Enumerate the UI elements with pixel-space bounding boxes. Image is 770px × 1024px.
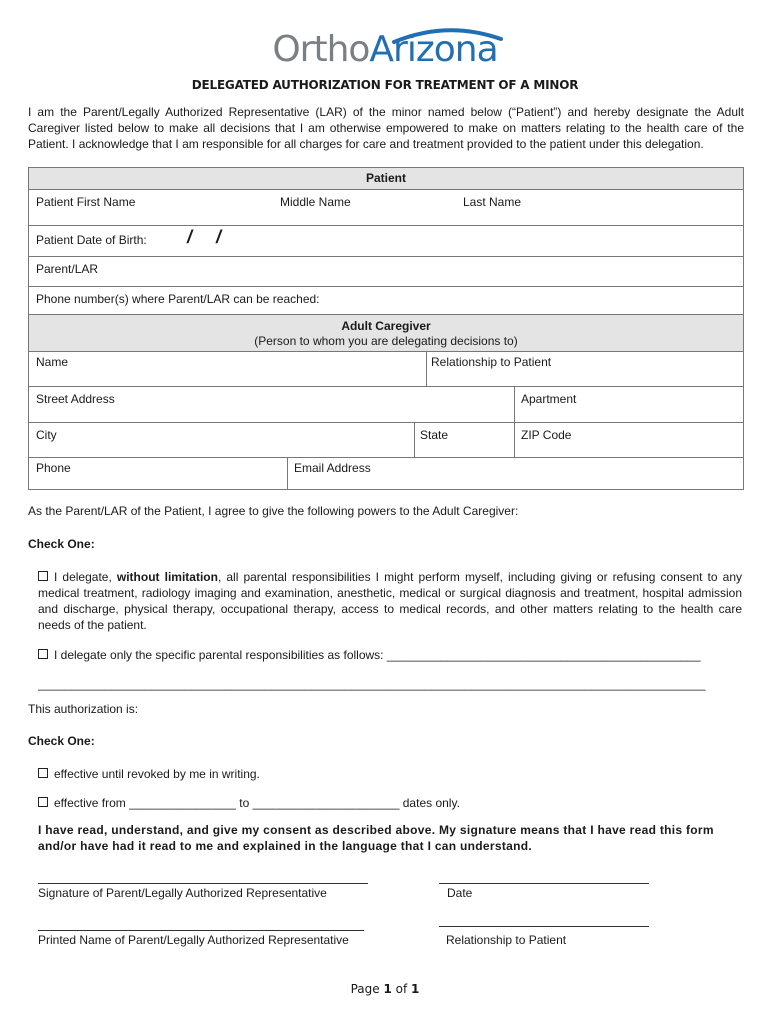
caregiver-title: Adult Caregiver — [341, 319, 431, 333]
date-label: Date — [447, 886, 473, 900]
caregiver-phone-field[interactable] — [29, 458, 287, 489]
street-address-field[interactable] — [29, 387, 514, 422]
powers-intro: As the Parent/LAR of the Patient, I agree to give the following powers to the Adult Caregiver: — [28, 504, 519, 518]
authorization-is-text: This authorization is: — [28, 702, 139, 716]
patient-dob-label: Patient Date of Birth: — [36, 233, 147, 247]
option2-text[interactable]: I delegate only the specific parental responsibilities as follows: _______________________________________________ — [54, 648, 701, 662]
caregiver-city-row — [29, 422, 743, 457]
page-title: DELEGATED AUTHORIZATION FOR TREATMENT OF A MINOR — [191, 78, 579, 92]
city-field[interactable] — [29, 423, 414, 457]
street-address-label: Street Address — [36, 392, 115, 406]
caregiver-contact-row — [29, 457, 743, 489]
caregiver-email-label: Email Address — [294, 461, 371, 475]
caregiver-name-row — [29, 351, 743, 386]
dob-separator: / — [187, 227, 193, 247]
page-prefix: Page — [350, 982, 384, 996]
patient-first-name-field[interactable] — [29, 190, 743, 225]
specific-delegation-checkbox[interactable] — [38, 649, 48, 659]
dob-separator: / — [216, 227, 222, 247]
consent-statement: I have read, understand, and give my consent as described above. My signature means that I have read this form and/or have had it read to me and explained in the language that I can understand. — [38, 823, 714, 853]
apartment-label: Apartment — [521, 392, 577, 406]
check-one-heading: Check One: — [28, 734, 95, 748]
effective1-text: effective until revoked by me in writing. — [54, 767, 260, 781]
relationship-label: Relationship to Patient — [446, 933, 567, 947]
logo-ortho-text: Ortho — [272, 29, 370, 70]
option-full-delegation — [38, 569, 742, 633]
patient-last-name-label: Last Name — [463, 195, 522, 209]
caregiver-address-row — [29, 386, 743, 422]
parent-lar-label: Parent/LAR — [36, 262, 99, 276]
printed-name-line[interactable] — [38, 930, 364, 931]
intro-paragraph: I am the Parent/Legally Authorized Representative (LAR) of the minor named below (“Patient”) and hereby designate the Adult Caregiver listed below to make all decisions that I am otherwise empowered to make on matters relating to the health care of the Patient. I acknowledge that I am responsible for all charges for care and treatment provided to the patient under this delegation. — [28, 105, 744, 151]
caregiver-name-label: Name — [36, 355, 69, 369]
option-effective-until-revoked — [38, 766, 260, 782]
state-field[interactable] — [414, 423, 515, 457]
caregiver-relationship-label: Relationship to Patient — [431, 355, 552, 369]
patient-dob-field[interactable] — [29, 225, 743, 256]
signature-label: Signature of Parent/Legally Authorized Representative — [38, 886, 327, 900]
option1-bold-text: without limitation — [116, 570, 218, 584]
full-delegation-checkbox[interactable] — [38, 571, 48, 581]
option-effective-dates — [38, 795, 460, 811]
option1-pre-text: I delegate, — [54, 570, 117, 584]
specific-delegation-line[interactable]: ____________________________________________________________________________________________________ — [38, 677, 706, 691]
option-specific-delegation — [38, 647, 701, 663]
zip-code-field[interactable] — [514, 423, 743, 457]
city-label: City — [36, 428, 57, 442]
patient-first-name-label: Patient First Name — [36, 195, 136, 209]
patient-section — [28, 167, 744, 316]
effective-dates-checkbox[interactable] — [38, 797, 48, 807]
logo-arizona-text: Arizona — [369, 29, 498, 70]
caregiver-header — [29, 315, 743, 351]
ortho-arizona-logo — [0, 30, 770, 70]
parent-lar-field[interactable] — [29, 256, 743, 286]
patient-middle-name-label: Middle Name — [280, 195, 351, 209]
printed-name-label: Printed Name of Parent/Legally Authorized Representative — [38, 933, 349, 947]
option1-rest-text: , all parental responsibilities I might perform myself, including giving or refusing consent to any medical treatment, radiology imaging and examination, anesthetic, medical or surgical diagnosis and treatment, hospital admission and discharge, physical therapy, occupational therapy, access to medical records, and other matters relating to the health care needs of the patient. — [38, 570, 742, 632]
state-label: State — [420, 428, 449, 442]
page-footer — [0, 982, 770, 996]
check-one-heading: Check One: — [28, 537, 95, 551]
caregiver-relationship-field[interactable] — [426, 352, 743, 386]
caregiver-subtitle: (Person to whom you are delegating decisions to) — [254, 334, 518, 348]
zip-code-label: ZIP Code — [521, 428, 572, 442]
caregiver-name-field[interactable] — [29, 352, 426, 386]
apartment-field[interactable] — [514, 387, 743, 422]
date-line[interactable] — [439, 883, 649, 884]
effective2-text[interactable]: effective from ________________ to ______________________ dates only. — [54, 796, 460, 810]
caregiver-email-field[interactable] — [287, 458, 743, 489]
logo-arc-icon — [390, 24, 505, 44]
caregiver-section — [28, 314, 744, 490]
parent-phone-label: Phone number(s) where Parent/LAR can be reached: — [36, 292, 320, 306]
page-total: 1 — [411, 982, 420, 996]
signature-line[interactable] — [38, 883, 368, 884]
patient-name-row — [29, 189, 743, 225]
page-of: of — [391, 982, 412, 996]
effective-until-revoked-checkbox[interactable] — [38, 768, 48, 778]
patient-header: Patient — [29, 168, 743, 189]
page-number: 1 — [383, 982, 392, 996]
parent-phone-field[interactable] — [29, 286, 743, 315]
caregiver-phone-label: Phone — [36, 461, 71, 475]
relationship-line[interactable] — [439, 926, 649, 927]
